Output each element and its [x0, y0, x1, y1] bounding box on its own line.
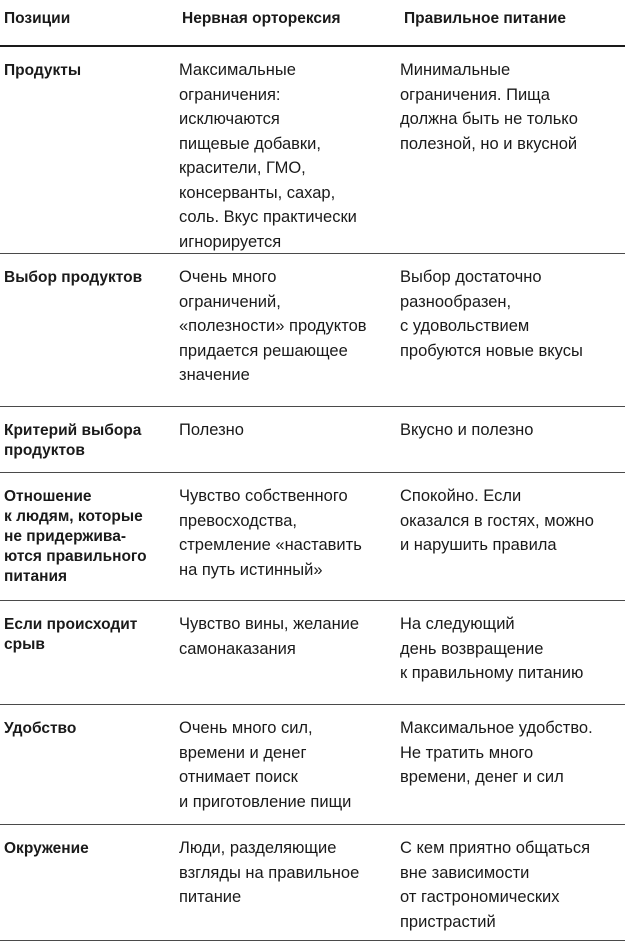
row-position: Если происходит срыв	[4, 616, 138, 653]
header-nutrition: Правильное питание	[404, 10, 567, 27]
table-row	[0, 473, 625, 601]
row-nutrition: Минимальные ограничения. Пища должна быть не только полезной, но и вкусной	[400, 61, 578, 153]
row-position: Продукты	[4, 62, 82, 79]
row-position: Окружение	[4, 840, 89, 857]
table-header	[0, 0, 625, 47]
row-position: Отношение к людям, которые не придержива- ются правильного питания	[4, 488, 147, 585]
row-position: Выбор продуктов	[4, 269, 143, 286]
table-row	[0, 254, 625, 407]
row-orthorexia: Полезно	[179, 421, 244, 439]
row-nutrition: Выбор достаточно разнообразен, с удовольствием пробуются новые вкусы	[400, 268, 583, 360]
row-orthorexia: Очень много сил, времени и денег отнимает поиск и приготовление пищи	[179, 719, 352, 811]
header-positions: Позиции	[4, 10, 71, 27]
row-nutrition: С кем приятно общаться вне зависимости от гастрономических пристрастий	[400, 839, 591, 931]
row-nutrition: На следующий день возвращение к правильному питанию	[400, 615, 584, 682]
row-nutrition: Спокойно. Если оказался в гостях, можно и нарушить правила	[400, 487, 594, 554]
row-orthorexia: Максимальные ограничения: исключаются пищевые добавки, красители, ГМО, консерванты, сахар, соль. Вкус практически игнорируется	[179, 61, 357, 251]
row-position: Удобство	[4, 720, 77, 737]
header-orthorexia: Нервная орторексия	[182, 10, 341, 27]
table-row	[0, 705, 625, 825]
row-orthorexia: Очень много ограничений, «полезности» продуктов придается решающее значение	[179, 268, 367, 384]
table-row	[0, 407, 625, 473]
row-position: Критерий выбора продуктов	[4, 422, 142, 459]
row-nutrition: Максимальное удобство. Не тратить много времени, денег и сил	[400, 719, 593, 786]
table-row	[0, 47, 625, 254]
table-row	[0, 825, 625, 941]
row-orthorexia: Чувство вины, желание самонаказания	[179, 615, 360, 658]
table-row	[0, 601, 625, 705]
row-orthorexia: Чувство собственного превосходства, стремление «наставить на путь истинный»	[179, 487, 362, 579]
row-nutrition: Вкусно и полезно	[400, 421, 534, 439]
row-orthorexia: Люди, разделяющие взгляды на правильное питание	[179, 839, 360, 906]
